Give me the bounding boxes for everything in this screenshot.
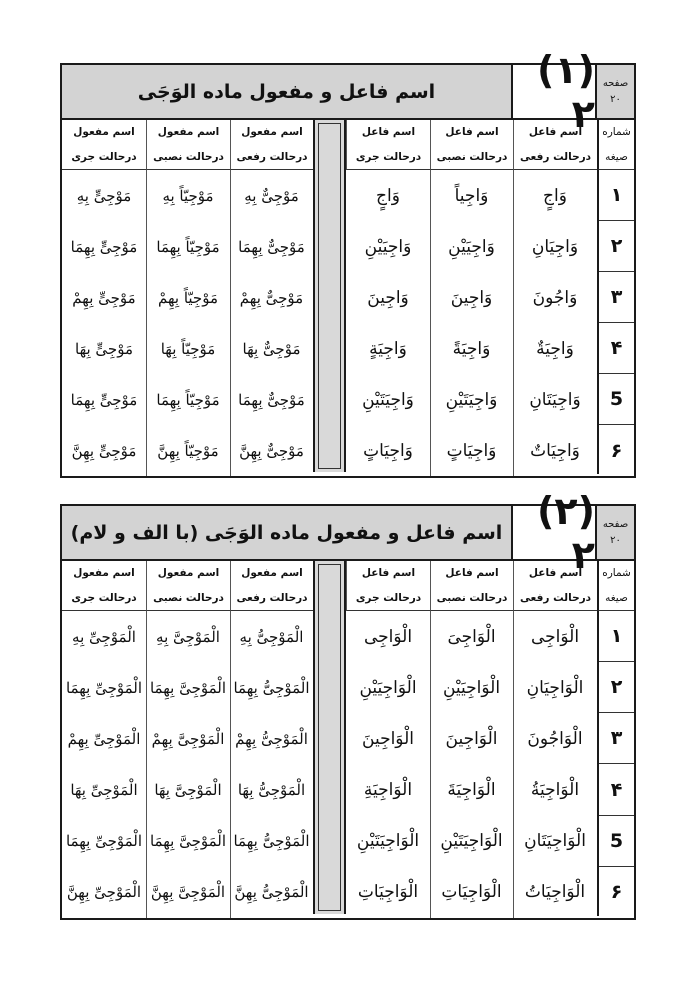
row-number: ۶ — [610, 439, 623, 462]
form-cell-mf-nasb: الْمَوْجِیَّ بِهِنَّ — [150, 883, 226, 902]
form-cell-mf-jar: مَوْجِیٍّ بِهِمَا — [70, 237, 138, 256]
header-line-2: صیغه — [605, 591, 628, 604]
form-cell-fa-nasb: الْوَاجِیَیْنِ — [442, 677, 501, 698]
header-line-1: اسم مفعول — [241, 126, 303, 139]
form-cell-fa-raf: الْوَاجِیَتَانِ — [524, 831, 586, 852]
form-cell-fa-raf: وَاجُونَ — [532, 287, 578, 308]
form-cell-mf-nasb: الْمَوْجِیَّ بِهِمْ — [151, 729, 225, 748]
form-cell-fa-jar: الْوَاجِی — [363, 626, 413, 647]
form-cell-mf-raf: مَوْجِیٌّ بِهِنَّ — [239, 441, 304, 460]
form-cell-mf-jar: الْمَوْجِیِّ بِهَا — [70, 781, 138, 800]
header-fa-jar — [346, 561, 430, 611]
page-label: صفحه — [602, 77, 629, 89]
form-cell-fa-raf: الْوَاجِیَانِ — [526, 677, 584, 698]
header-fa-raf — [513, 561, 597, 611]
header-fa-nasb — [430, 561, 513, 611]
header-line-2: درحالت نصبی — [436, 150, 508, 163]
form-cell-mf-nasb: مَوْجِیّاً بِهِمَا — [156, 237, 220, 256]
form-cell-fa-nasb: الْوَاجِینَ — [445, 728, 498, 749]
header-line-2: درحالت رفعی — [236, 591, 308, 604]
form-cell-mf-raf: الْمَوْجِیُّ بِهِنَّ — [234, 883, 309, 902]
form-cell-mf-raf: الْمَوْجِیُّ بِهِمَا — [233, 832, 310, 851]
form-cell-mf-nasb: مَوْجِیّاً بِهِ — [162, 186, 214, 205]
header-mf-raf — [230, 561, 313, 611]
column-separator — [313, 120, 346, 472]
header-line-1: اسم فاعل — [528, 567, 583, 580]
form-cell-mf-jar: مَوْجِیٍّ بِهِنَّ — [71, 441, 137, 460]
form-cell-mf-raf: مَوْجِیٌّ بِهَا — [242, 339, 301, 358]
row-number: 5 — [599, 816, 634, 867]
form-cell-mf-raf: الْمَوْجِیُّ بِهِ — [239, 627, 304, 646]
form-cell-fa-raf: وَاجِیَانِ — [531, 236, 579, 257]
row-number: ٢ — [599, 221, 634, 272]
row-number: ١ — [599, 611, 634, 662]
form-cell-fa-nasb: وَاجِیَةً — [452, 338, 491, 359]
form-cell-mf-raf: الْمَوْجِیُّ بِهَا — [237, 781, 306, 800]
row-number: ٣ — [599, 713, 634, 764]
form-cell-mf-nasb: مَوْجِیّاً بِهَا — [160, 339, 216, 358]
row-number: ۶ — [610, 881, 623, 904]
row-number-column — [597, 170, 634, 474]
form-cell-fa-jar: الْوَاجِیَاتِ — [357, 882, 419, 903]
form-cell-mf-nasb: مَوْجِیّاً بِهِمَا — [156, 390, 220, 409]
form-cell-fa-raf: الْوَاجِیَاتُ — [524, 882, 586, 903]
header-line-1: شماره — [602, 567, 631, 580]
form-cell-mf-raf: مَوْجِیٌّ بِهِ — [244, 186, 299, 205]
header-line-1: اسم فاعل — [528, 126, 583, 139]
row-number: ۴ — [599, 323, 634, 374]
form-cell-mf-nasb: مَوْجِیّاً بِهِنَّ — [157, 441, 219, 460]
table-number: (٢) ٢ — [513, 506, 597, 561]
form-cell-fa-jar: وَاجِیَیْنِ — [364, 236, 412, 257]
form-cell-mf-nasb: الْمَوْجِیَّ بِهَا — [154, 781, 222, 800]
form-cell-mf-jar: الْمَوْجِیِّ بِهِنَّ — [66, 883, 142, 902]
form-cell-mf-jar: الْمَوْجِیِّ بِهِ — [72, 627, 136, 646]
separator-inner — [318, 123, 341, 469]
header-line-2: درحالت رفعی — [236, 150, 308, 163]
form-cell-fa-jar: وَاجِینَ — [367, 287, 409, 308]
table-title: اسم فاعل و مفعول ماده الوَجَی — [62, 65, 513, 120]
form-cell-fa-jar: وَاجٍ — [376, 185, 400, 206]
conjugation-table-1 — [60, 47, 636, 478]
form-cell-fa-raf: وَاجِیَاتٌ — [530, 440, 580, 461]
form-cell-fa-jar: الْوَاجِیَتَیْنِ — [356, 831, 420, 852]
form-cell-fa-raf: وَاجِیَةٌ — [536, 338, 574, 359]
header-mf-jar — [62, 561, 146, 611]
form-cell-mf-jar: مَوْجِیٍّ بِهِمْ — [72, 288, 136, 307]
form-cell-fa-jar: الْوَاجِیَةِ — [363, 780, 413, 801]
header-line-2: درحالت رفعی — [519, 150, 592, 163]
form-cell-fa-nasb: وَاجِینَ — [450, 287, 493, 308]
form-cell-fa-raf: وَاجٍ — [543, 185, 567, 206]
form-cell-mf-jar: الْمَوْجِیِّ بِهِمَا — [65, 678, 143, 697]
header-line-1: اسم مفعول — [241, 567, 303, 580]
table-title: اسم فاعل و مفعول ماده الوَجَی (با الف و لام) — [62, 506, 513, 561]
header-line-2: درحالت جری — [355, 150, 422, 163]
page-number: ٢٠ — [610, 93, 621, 105]
row-number: ٣ — [599, 272, 634, 323]
header-line-2: درحالت جری — [71, 150, 137, 163]
column-separator — [313, 561, 346, 914]
form-cell-mf-nasb: الْمَوْجِیَّ بِهِ — [156, 627, 220, 646]
header-line-1: اسم فاعل — [445, 567, 499, 580]
header-line-2: درحالت جری — [355, 591, 422, 604]
header-line-2: صیغه — [605, 150, 628, 163]
header-line-2: درحالت نصبی — [153, 150, 224, 163]
header-mf-nasb — [146, 561, 230, 611]
header-row-label — [597, 561, 634, 611]
conjugation-table-2 — [60, 488, 636, 920]
page-reference — [597, 506, 634, 561]
header-line-1: اسم مفعول — [157, 126, 220, 139]
header-mf-nasb — [146, 120, 230, 170]
form-cell-fa-nasb: الْوَاجِیَتَیْنِ — [440, 831, 503, 852]
form-cell-fa-raf: الْوَاجُونَ — [527, 728, 583, 749]
header-fa-raf — [513, 120, 597, 170]
row-number: 5 — [599, 374, 634, 425]
form-cell-mf-raf: الْمَوْجِیُّ بِهِمَا — [233, 678, 310, 697]
form-cell-mf-jar: مَوْجِیٍّ بِهَا — [75, 339, 133, 358]
form-cell-mf-jar: الْمَوْجِیِّ بِهِمْ — [67, 729, 141, 748]
form-cell-mf-raf: الْمَوْجِیُّ بِهِمْ — [235, 729, 308, 748]
form-cell-mf-jar: الْمَوْجِیِّ بِهِمَا — [65, 832, 143, 851]
form-cell-mf-jar: مَوْجِیٍّ بِهِ — [76, 186, 132, 205]
form-cell-mf-jar: مَوْجِیٍّ بِهِمَا — [70, 390, 138, 409]
form-cell-mf-nasb: الْمَوْجِیَّ بِهِمَا — [149, 832, 227, 851]
header-line-2: درحالت نصبی — [153, 591, 224, 604]
form-cell-fa-nasb: الْوَاجِیَاتِ — [441, 882, 502, 903]
separator-inner — [318, 564, 341, 911]
row-number: ١ — [599, 170, 634, 221]
header-mf-raf — [230, 120, 313, 170]
form-cell-fa-jar: وَاجِیَاتٍ — [363, 440, 413, 461]
header-line-2: درحالت نصبی — [436, 591, 508, 604]
form-cell-fa-raf: الْوَاجِی — [530, 626, 580, 647]
page-number: ٢٠ — [610, 534, 621, 546]
header-mf-jar — [62, 120, 146, 170]
header-line-1: اسم فاعل — [361, 567, 416, 580]
header-line-2: درحالت جری — [71, 591, 137, 604]
form-cell-mf-raf: مَوْجِیٌّ بِهِمْ — [239, 288, 304, 307]
form-cell-fa-raf: الْوَاجِیَةُ — [530, 780, 580, 801]
page-label: صفحه — [602, 518, 629, 530]
form-cell-mf-raf: مَوْجِیٌّ بِهِمَا — [238, 237, 305, 256]
form-cell-fa-jar: وَاجِیَتَیْنِ — [362, 389, 414, 410]
row-number-column — [597, 611, 634, 916]
form-cell-fa-jar: الْوَاجِینَ — [362, 728, 414, 749]
header-fa-jar — [346, 120, 430, 170]
form-cell-mf-nasb: مَوْجِیّاً بِهِمْ — [158, 288, 218, 307]
form-cell-fa-nasb: وَاجِیَیْنِ — [448, 236, 495, 257]
form-cell-fa-nasb: وَاجِیاً — [454, 185, 489, 206]
form-cell-fa-nasb: وَاجِیَاتٍ — [446, 440, 497, 461]
form-cell-fa-raf: وَاجِیَتَانِ — [529, 389, 581, 410]
header-line-1: اسم فاعل — [445, 126, 499, 139]
form-cell-mf-raf: مَوْجِیٌّ بِهِمَا — [238, 390, 305, 409]
page-reference — [597, 65, 634, 120]
form-cell-fa-jar: الْوَاجِیَیْنِ — [359, 677, 417, 698]
header-line-1: اسم مفعول — [73, 126, 135, 139]
row-number: ۴ — [599, 765, 634, 816]
form-cell-mf-nasb: الْمَوْجِیَّ بِهِمَا — [149, 678, 227, 697]
header-line-2: درحالت رفعی — [519, 591, 592, 604]
header-line-1: اسم فاعل — [361, 126, 416, 139]
table-number: (١) ٢ — [513, 65, 597, 120]
form-cell-fa-nasb: الْوَاجِیَةَ — [447, 780, 496, 801]
form-cell-fa-jar: وَاجِیَةٍ — [369, 338, 407, 359]
header-line-1: شماره — [602, 126, 631, 139]
form-cell-fa-nasb: وَاجِیَتَیْنِ — [445, 389, 498, 410]
header-line-1: اسم مفعول — [157, 567, 220, 580]
form-cell-fa-nasb: الْوَاجِیَ — [447, 626, 496, 647]
row-number: ٢ — [599, 662, 634, 713]
header-line-1: اسم مفعول — [73, 567, 135, 580]
header-fa-nasb — [430, 120, 513, 170]
header-row-label — [597, 120, 634, 170]
